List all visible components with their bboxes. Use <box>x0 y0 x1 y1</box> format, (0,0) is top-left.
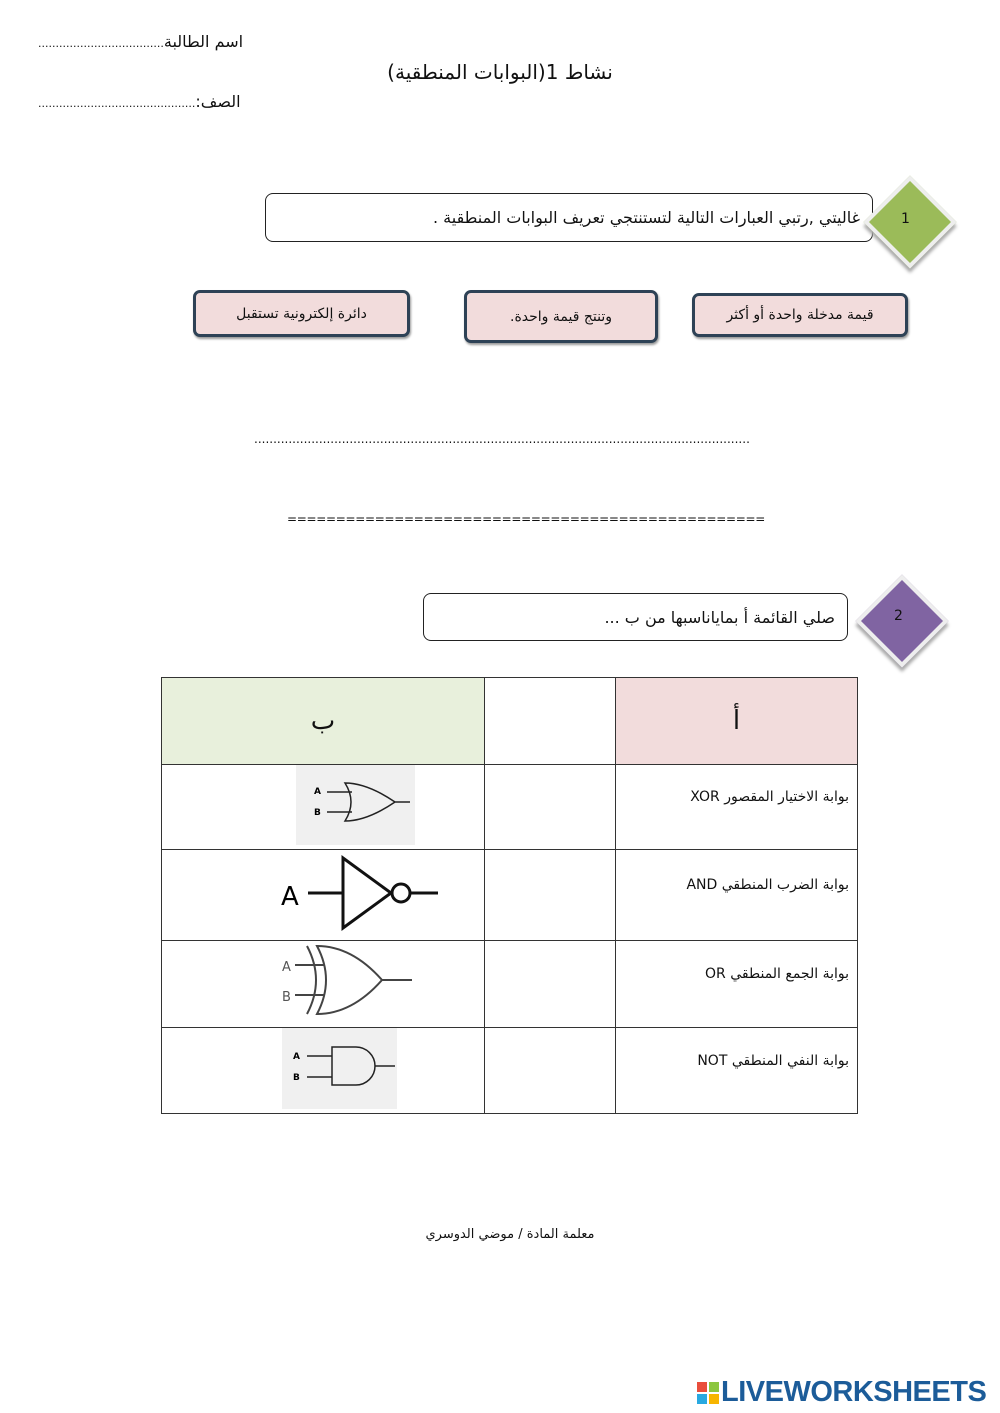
matching-table <box>161 677 858 1114</box>
logo-icon <box>697 1380 721 1406</box>
svg-text:A: A <box>314 787 321 797</box>
question-1-badge <box>863 175 956 268</box>
class-label: الصف: <box>195 92 241 111</box>
answer-line[interactable]: .................................................................................................................................. <box>254 432 750 446</box>
gate-cell[interactable] <box>162 941 485 1028</box>
question-1-prompt: غاليتي ,رتبي العبارات التالية لتستنتجي تعريف البوابات المنطقية . <box>265 193 873 242</box>
logo-text: LIVEWORKSHEETS <box>721 1376 987 1408</box>
table-row <box>162 850 858 941</box>
liveworksheets-logo <box>697 1376 986 1409</box>
student-name-field[interactable] <box>38 32 243 51</box>
table-row <box>162 1028 858 1114</box>
match-cell[interactable] <box>485 1028 616 1114</box>
phrase-card-3[interactable]: دائرة إلكترونية تستقبل <box>193 290 410 337</box>
name-dots: .................................... <box>38 37 164 50</box>
question-2-prompt: صلي القائمة أ بماياناسبها من ب ... <box>423 593 848 641</box>
gate-cell[interactable] <box>162 850 485 941</box>
svg-text:A: A <box>282 960 291 975</box>
question-1-number: 1 <box>901 211 910 227</box>
svg-text:B: B <box>293 1073 300 1083</box>
match-cell[interactable] <box>485 850 616 941</box>
page-title: نشاط 1(البوابات المنطقية) <box>387 60 613 84</box>
table-row <box>162 765 858 850</box>
or-gate-icon <box>162 765 484 845</box>
teacher-signature: معلمة المادة / موضي الدوسري <box>425 1227 595 1242</box>
gate-name: بوابة الجمع المنطقي OR <box>616 941 858 1028</box>
column-b-header: ب <box>162 678 485 765</box>
gate-name: بوابة الضرب المنطقي AND <box>616 850 858 941</box>
class-field[interactable] <box>38 92 241 111</box>
match-cell[interactable] <box>485 765 616 850</box>
svg-text:B: B <box>314 808 321 818</box>
phrase-card-1[interactable]: قيمة مدخلة واحدة أو أكثر <box>692 293 908 337</box>
gate-cell[interactable] <box>162 1028 485 1114</box>
phrase-card-2[interactable]: وتنتج قيمة واحدة. <box>464 290 658 343</box>
svg-text:A: A <box>281 882 299 912</box>
not-gate-icon <box>162 850 484 936</box>
column-a-header: أ <box>616 678 858 765</box>
separator-line: ================================================= <box>287 512 765 526</box>
question-2-number: 2 <box>894 608 903 624</box>
match-cell[interactable] <box>485 941 616 1028</box>
class-dots: ............................................. <box>38 97 196 110</box>
svg-text:A: A <box>293 1052 300 1062</box>
gate-name: بوابة الاختيار المقصور XOR <box>616 765 858 850</box>
and-gate-icon <box>162 1028 484 1109</box>
name-label: اسم الطالبة <box>163 32 244 51</box>
xor-gate-icon <box>162 941 484 1023</box>
gate-name: بوابة النفي المنطقي NOT <box>616 1028 858 1114</box>
gate-cell[interactable] <box>162 765 485 850</box>
match-column-header <box>485 678 616 765</box>
svg-text:B: B <box>282 990 291 1005</box>
table-row <box>162 941 858 1028</box>
table-header-row <box>162 678 858 765</box>
